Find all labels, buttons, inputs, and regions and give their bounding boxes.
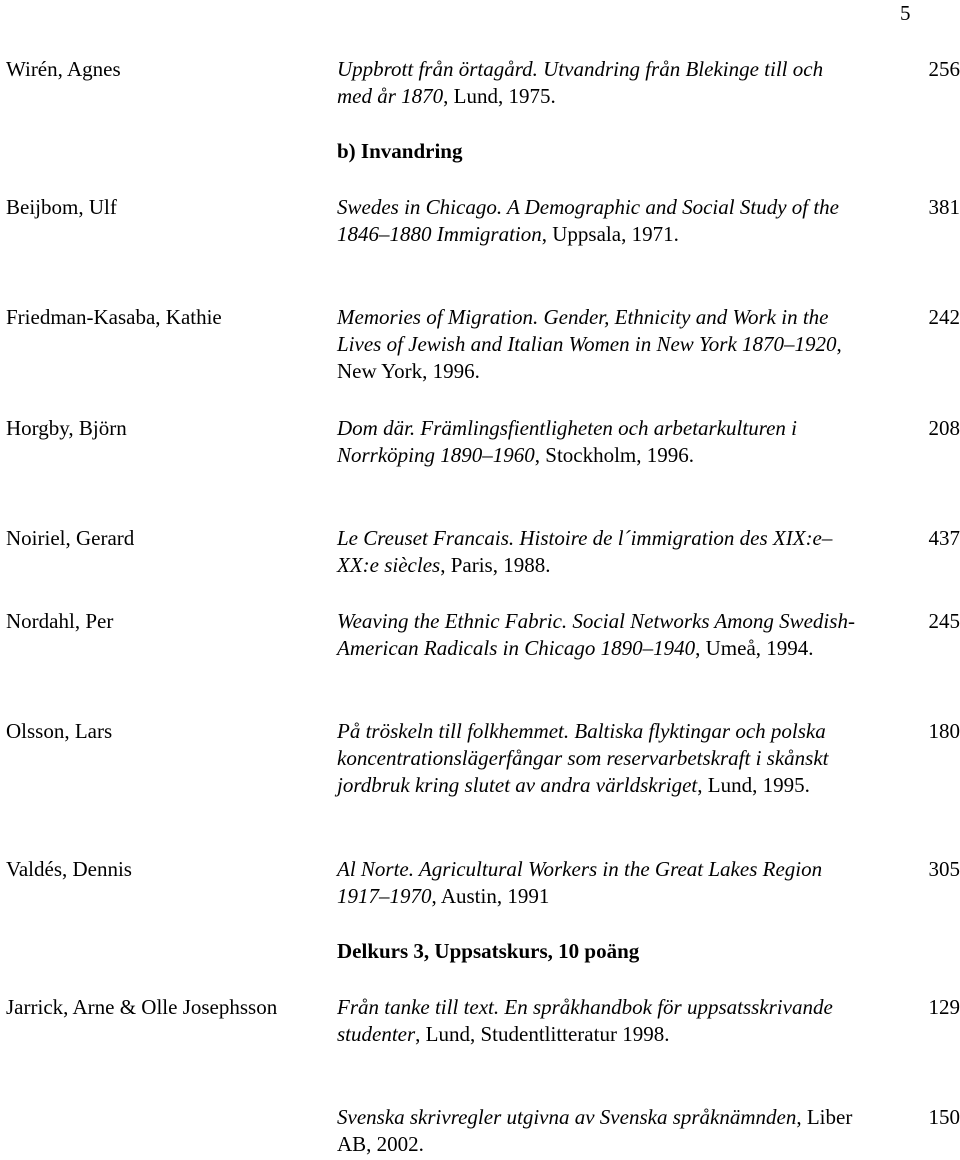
entry-title: På tröskeln till folkhemmet. Baltiska flyktingar och polska koncentrationslägerfångar som reservarbetskraft i skånskt jordbruk kring slutet av andra världskriget	[337, 719, 829, 797]
entry-publication: , Stockholm, 1996.	[534, 443, 695, 467]
entry-publication: , Umeå, 1994.	[695, 636, 814, 660]
entry-title: Al Norte. Agricultural Workers in the Great Lakes Region 1917–1970	[337, 857, 823, 908]
entry-publication: , Uppsala, 1971.	[541, 222, 679, 246]
entry-author: Olsson, Lars	[6, 719, 113, 743]
entry-work	[337, 994, 857, 1048]
entry-title: Uppbrott från örtagård. Utvandring från Blekinge till och med år 1870	[337, 57, 824, 108]
entry-pages: 150	[928, 1105, 960, 1129]
entry-title: Svenska skrivregler utgivna av Svenska språknämnden	[337, 1105, 797, 1129]
entry-work	[337, 718, 857, 799]
entry-work	[337, 194, 857, 248]
entry-publication: , Austin, 1991	[431, 884, 550, 908]
entry-pages: 381	[928, 195, 960, 219]
entry-work	[337, 525, 857, 579]
entry-pages: 305	[928, 857, 960, 881]
entry-publication: , Lund, 1975.	[443, 84, 556, 108]
entry-author: Wirén, Agnes	[6, 57, 121, 81]
entry-author: Jarrick, Arne & Olle Josephsson	[6, 995, 278, 1019]
entry-work	[337, 304, 857, 385]
entry-title: Memories of Migration. Gender, Ethnicity and Work in the Lives of Jewish and Italian Women in New York 1870–1920	[337, 305, 837, 356]
entry-pages: 437	[928, 526, 960, 550]
entry-pages: 245	[928, 609, 960, 633]
entry-publication: , Liber AB, 2002.	[337, 1105, 853, 1156]
entry-publication: , Lund, Studentlitteratur 1998.	[415, 1022, 670, 1046]
entry-work	[337, 1104, 857, 1158]
entry-work	[337, 856, 857, 910]
page-number: 5	[900, 1, 911, 25]
entry-pages: 180	[928, 719, 960, 743]
entry-publication: , New York, 1996.	[337, 332, 842, 383]
section-heading-text: b) Invandring	[337, 139, 463, 163]
entry-work	[337, 415, 857, 469]
section-heading-text: Delkurs 3, Uppsatskurs, 10 poäng	[337, 939, 640, 963]
entry-title: Swedes in Chicago. A Demographic and Social Study of the 1846–1880 Immigration	[337, 195, 840, 246]
entry-publication: , Paris, 1988.	[440, 553, 551, 577]
entry-work	[337, 608, 857, 662]
entry-publication: , Lund, 1995.	[697, 773, 810, 797]
entry-author: Noiriel, Gerard	[6, 526, 135, 550]
entry-author: Friedman-Kasaba, Kathie	[6, 305, 222, 329]
entry-work	[337, 56, 857, 110]
entry-author: Valdés, Dennis	[6, 857, 132, 881]
entry-title: Dom där. Främlingsfientligheten och arbetarkulturen i Norrköping 1890–1960	[337, 416, 798, 467]
entry-title: Weaving the Ethnic Fabric. Social Networks Among Swedish-American Radicals in Chicago 1890–1940	[337, 609, 855, 660]
entry-author: Horgby, Björn	[6, 416, 127, 440]
entry-pages: 242	[928, 305, 960, 329]
entry-pages: 208	[928, 416, 960, 440]
entry-author: Nordahl, Per	[6, 609, 114, 633]
entry-author: Beijbom, Ulf	[6, 195, 117, 219]
entry-title: Le Creuset Francais. Histoire de l´immigration des XIX:e– XX:e siècles	[337, 526, 833, 577]
entry-pages: 129	[928, 995, 960, 1019]
entry-pages: 256	[928, 57, 960, 81]
entry-title: Från tanke till text. En språkhandbok för uppsatsskrivande studenter	[337, 995, 833, 1046]
